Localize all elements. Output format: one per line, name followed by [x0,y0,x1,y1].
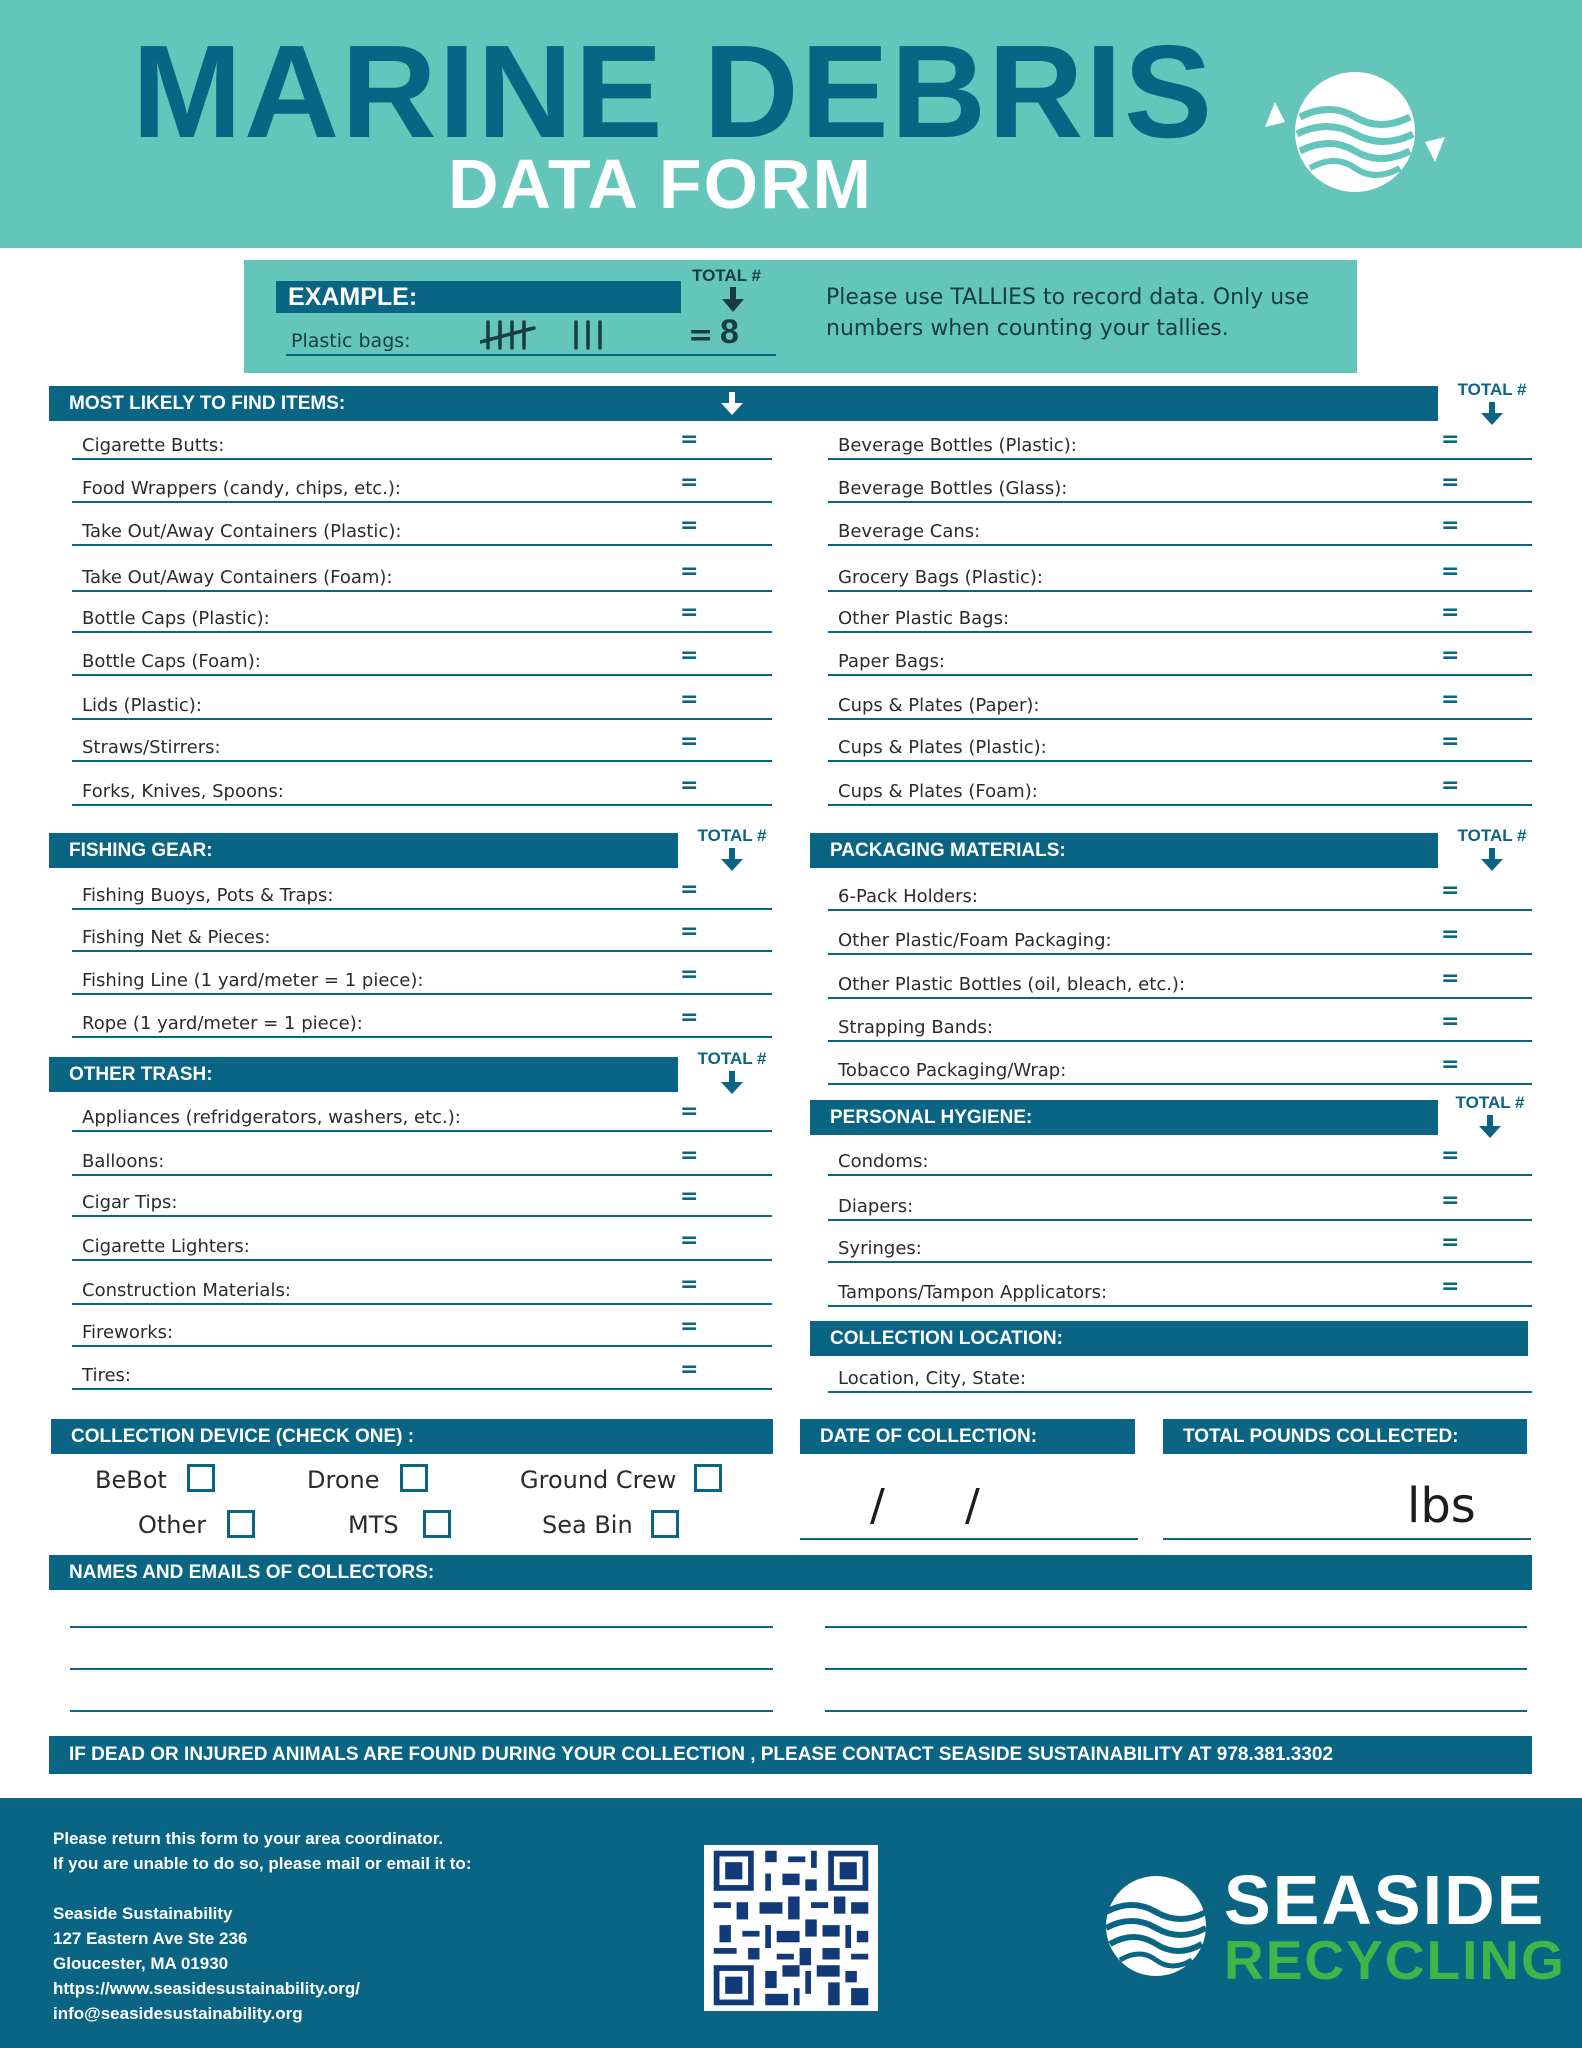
item-label: Appliances (refridgerators, washers, etc.): [82,1107,461,1128]
equals-sign: = [680,919,699,944]
item-row[interactable] [828,878,1532,911]
checkbox-drone[interactable] [400,1464,428,1492]
collectors-heading [49,1555,1532,1590]
device-label-bebot: BeBot [95,1466,167,1494]
equals-sign: = [1441,729,1460,754]
item-label: Food Wrappers (candy, chips, etc.): [82,478,401,499]
notice-text: IF DEAD OR INJURED ANIMALS ARE FOUND DURING YOUR COLLECTION , PLEASE CONTACT SEASIDE SUSTAINABILITY AT 978.381.3302 [69,1744,1334,1765]
item-row[interactable] [828,687,1532,720]
equals-sign: = [1441,513,1460,538]
item-label: Straws/Stirrers: [82,737,221,758]
footer-line: Please return this form to your area coordinator. [53,1829,444,1848]
brand-recycling: RECYCLING [1224,1929,1566,1991]
return-address [53,1826,471,2026]
checkbox-bebot[interactable] [187,1464,215,1492]
item-row[interactable] [828,922,1532,955]
item-label: Condoms: [838,1151,929,1172]
footer-line: Seaside Sustainability [53,1904,233,1923]
item-row[interactable] [72,427,772,460]
collector-line[interactable] [825,1710,1527,1712]
lbs-unit: lbs [1407,1478,1476,1534]
date-heading [800,1419,1135,1454]
device-label-mts: MTS [348,1511,399,1539]
example-heading: EXAMPLE: [276,281,681,313]
equals-sign: = [680,1272,699,1297]
collection-location-title: COLLECTION LOCATION: [830,1327,1063,1349]
most-likely-title: MOST LIKELY TO FIND ITEMS: [69,392,346,414]
item-label: Forks, Knives, Spoons: [82,781,284,802]
item-row[interactable] [72,1099,772,1132]
equals-sign: = [680,729,699,754]
footer-line: Gloucester, MA 01930 [53,1954,229,1973]
item-label: Cups & Plates (Paper): [838,695,1040,716]
item-label: Fishing Net & Pieces: [82,927,271,948]
injured-animals-notice [49,1736,1532,1774]
equals-sign: = [680,559,699,584]
equals-sign: = [680,643,699,668]
collection-device-title: COLLECTION DEVICE (CHECK ONE) : [71,1425,415,1447]
item-label: Paper Bags: [838,651,945,672]
item-label: Construction Materials: [82,1280,291,1301]
arrow-down-icon [720,1071,744,1095]
item-label: Fishing Line (1 yard/meter = 1 piece): [82,970,424,991]
total-pounds-field[interactable] [1163,1538,1531,1540]
total-pounds-heading [1163,1419,1527,1454]
equals-sign: = [680,1184,699,1209]
item-row[interactable] [72,729,772,762]
fishing-gear-title: FISHING GEAR: [69,839,213,861]
arrow-down-icon [1480,848,1504,872]
item-label: Cigarette Butts: [82,435,225,456]
item-label: Balloons: [82,1151,165,1172]
equals-sign: = [1441,470,1460,495]
item-label: Tobacco Packaging/Wrap: [838,1060,1067,1081]
location-field-label: Location, City, State: [838,1368,1027,1389]
footer-line [53,1876,471,1901]
equals-sign: = [680,427,699,452]
item-label: Beverage Bottles (Plastic): [838,435,1077,456]
item-label: Rope (1 yard/meter = 1 piece): [82,1013,363,1034]
equals-sign: = [1441,559,1460,584]
seaside-recycling-logo [1102,1872,1210,1980]
date-title: DATE OF COLLECTION: [820,1425,1038,1447]
equals-sign: = [1441,1143,1460,1168]
total-label: TOTAL # [1457,826,1527,845]
page-subtitle: DATA FORM [448,145,873,223]
equals-sign: = [1441,1274,1460,1299]
item-row[interactable] [828,470,1532,503]
checkbox-mts[interactable] [423,1510,451,1538]
brand-seaside: SEASIDE [1224,1861,1546,1939]
equals-sign: = [680,1005,699,1030]
item-row[interactable] [828,643,1532,676]
item-label: Bottle Caps (Foam): [82,651,261,672]
device-label-drone: Drone [307,1466,380,1494]
item-row[interactable] [828,1230,1532,1263]
equals-sign: = [680,1314,699,1339]
fishing-gear-heading [49,833,678,868]
tally-instructions: Please use TALLIES to record data. Only use numbers when counting your tallies. [826,285,1310,341]
item-row[interactable] [828,559,1532,592]
equals-sign: = [1441,966,1460,991]
item-label: Fishing Buoys, Pots & Traps: [82,885,334,906]
item-label: Other Plastic/Foam Packaging: [838,930,1112,951]
item-row[interactable] [72,1357,772,1390]
personal-hygiene-title: PERSONAL HYGIENE: [830,1106,1033,1128]
example-item-label: Plastic bags: [291,330,411,352]
item-row[interactable] [72,877,772,910]
checkbox-other[interactable] [227,1510,255,1538]
item-label: Strapping Bands: [838,1017,993,1038]
date-field[interactable] [800,1538,1138,1540]
other-trash-title: OTHER TRASH: [69,1063,213,1085]
page-title: MARINE DEBRIS [132,18,1215,165]
item-row[interactable] [72,1005,772,1038]
item-row[interactable] [72,1184,772,1217]
arrow-down-icon [720,392,744,416]
item-row[interactable] [72,1143,772,1176]
equals-sign: = [1441,922,1460,947]
seaside-sustainability-logo [1255,32,1455,232]
item-row[interactable] [72,643,772,676]
item-row[interactable] [72,513,772,546]
equals-sign: = [1441,1188,1460,1213]
total-label: TOTAL # [1455,1093,1525,1112]
equals-sign: = [680,513,699,538]
example-equals: = [688,318,714,353]
equals-sign: = [1441,1052,1460,1077]
device-label-ground-crew: Ground Crew [520,1466,677,1494]
equals-sign: = [1441,643,1460,668]
item-label: Beverage Bottles (Glass): [838,478,1068,499]
item-label: Tires: [82,1365,131,1386]
collectors-title: NAMES AND EMAILS OF COLLECTORS: [69,1561,435,1583]
device-label-other: Other [138,1511,207,1539]
item-label: Take Out/Away Containers (Plastic): [82,521,402,542]
item-label: Cigar Tips: [82,1192,178,1213]
example-total-label: TOTAL # [692,266,761,285]
item-row[interactable] [72,962,772,995]
collector-line[interactable] [825,1668,1527,1670]
collection-device-heading [51,1419,773,1454]
collection-location-heading [810,1321,1528,1356]
tally-marks-icon [480,318,620,352]
item-label: Fireworks: [82,1322,174,1343]
item-label: Cups & Plates (Foam): [838,781,1038,802]
item-label: Diapers: [838,1196,914,1217]
equals-sign: = [680,1143,699,1168]
collector-line[interactable] [70,1626,773,1628]
qr-code-icon [704,1845,878,2011]
item-row[interactable] [72,687,772,720]
item-row[interactable] [828,729,1532,762]
date-separator: / [965,1480,980,1531]
equals-sign: = [1441,878,1460,903]
item-row[interactable] [828,513,1532,546]
device-label-sea-bin: Sea Bin [542,1511,633,1539]
item-label: Lids (Plastic): [82,695,202,716]
total-label: TOTAL # [697,826,767,845]
personal-hygiene-heading [810,1100,1438,1135]
item-row[interactable] [72,600,772,633]
equals-sign: = [680,600,699,625]
item-row[interactable] [72,1314,772,1347]
other-trash-heading [49,1057,678,1092]
equals-sign: = [680,1228,699,1253]
item-label: Other Plastic Bottles (oil, bleach, etc.): [838,974,1186,995]
arrow-down-icon [1480,402,1504,426]
collector-line[interactable] [825,1626,1527,1628]
checkbox-sea-bin[interactable] [651,1510,679,1538]
collector-line[interactable] [70,1668,773,1670]
collector-line[interactable] [70,1710,773,1712]
item-label: Cups & Plates (Plastic): [838,737,1047,758]
total-label: TOTAL # [1457,380,1527,399]
item-row[interactable] [828,966,1532,999]
item-label: Take Out/Away Containers (Foam): [82,567,393,588]
item-row[interactable] [72,1272,772,1305]
arrow-down-icon [720,848,744,872]
equals-sign: = [1441,427,1460,452]
equals-sign: = [680,687,699,712]
item-label: Cigarette Lighters: [82,1236,250,1257]
example-total-value: 8 [720,313,739,351]
equals-sign: = [680,962,699,987]
equals-sign: = [680,877,699,902]
equals-sign: = [1441,687,1460,712]
example-underline [286,354,776,356]
item-row[interactable] [828,600,1532,633]
equals-sign: = [680,773,699,798]
item-row[interactable] [72,773,772,806]
checkbox-ground-crew[interactable] [694,1464,722,1492]
item-row[interactable] [828,1143,1532,1176]
item-row[interactable] [828,773,1532,806]
arrow-down-icon [1478,1115,1502,1139]
location-field[interactable] [828,1363,1532,1393]
item-label: Bottle Caps (Plastic): [82,608,270,629]
item-row[interactable] [828,427,1532,460]
footer-line: info@seasidesustainability.org [53,2004,303,2023]
equals-sign: = [1441,1009,1460,1034]
item-label: 6-Pack Holders: [838,886,978,907]
item-label: Grocery Bags (Plastic): [838,567,1043,588]
equals-sign: = [1441,773,1460,798]
packaging-title: PACKAGING MATERIALS: [830,839,1066,861]
item-row[interactable] [72,559,772,592]
total-label: TOTAL # [697,1049,767,1068]
item-label: Syringes: [838,1238,922,1259]
item-row[interactable] [72,470,772,503]
equals-sign: = [680,1357,699,1382]
footer-line: If you are unable to do so, please mail or email it to: [53,1854,472,1873]
item-row[interactable] [72,1228,772,1261]
equals-sign: = [1441,1230,1460,1255]
item-label: Tampons/Tampon Applicators: [838,1282,1108,1303]
footer-line: https://www.seasidesustainability.org/ [53,1979,361,1998]
item-row[interactable] [828,1188,1532,1221]
item-label: Other Plastic Bags: [838,608,1010,629]
item-label: Beverage Cans: [838,521,981,542]
equals-sign: = [1441,600,1460,625]
item-row[interactable] [828,1009,1532,1042]
total-pounds-title: TOTAL POUNDS COLLECTED: [1183,1425,1459,1447]
item-row[interactable] [828,1274,1532,1307]
packaging-heading [810,833,1438,868]
date-separator: / [870,1480,885,1531]
arrow-down-icon [720,287,746,313]
equals-sign: = [680,1099,699,1124]
equals-sign: = [680,470,699,495]
item-row[interactable] [828,1052,1532,1085]
footer-line: 127 Eastern Ave Ste 236 [53,1929,248,1948]
item-row[interactable] [72,919,772,952]
